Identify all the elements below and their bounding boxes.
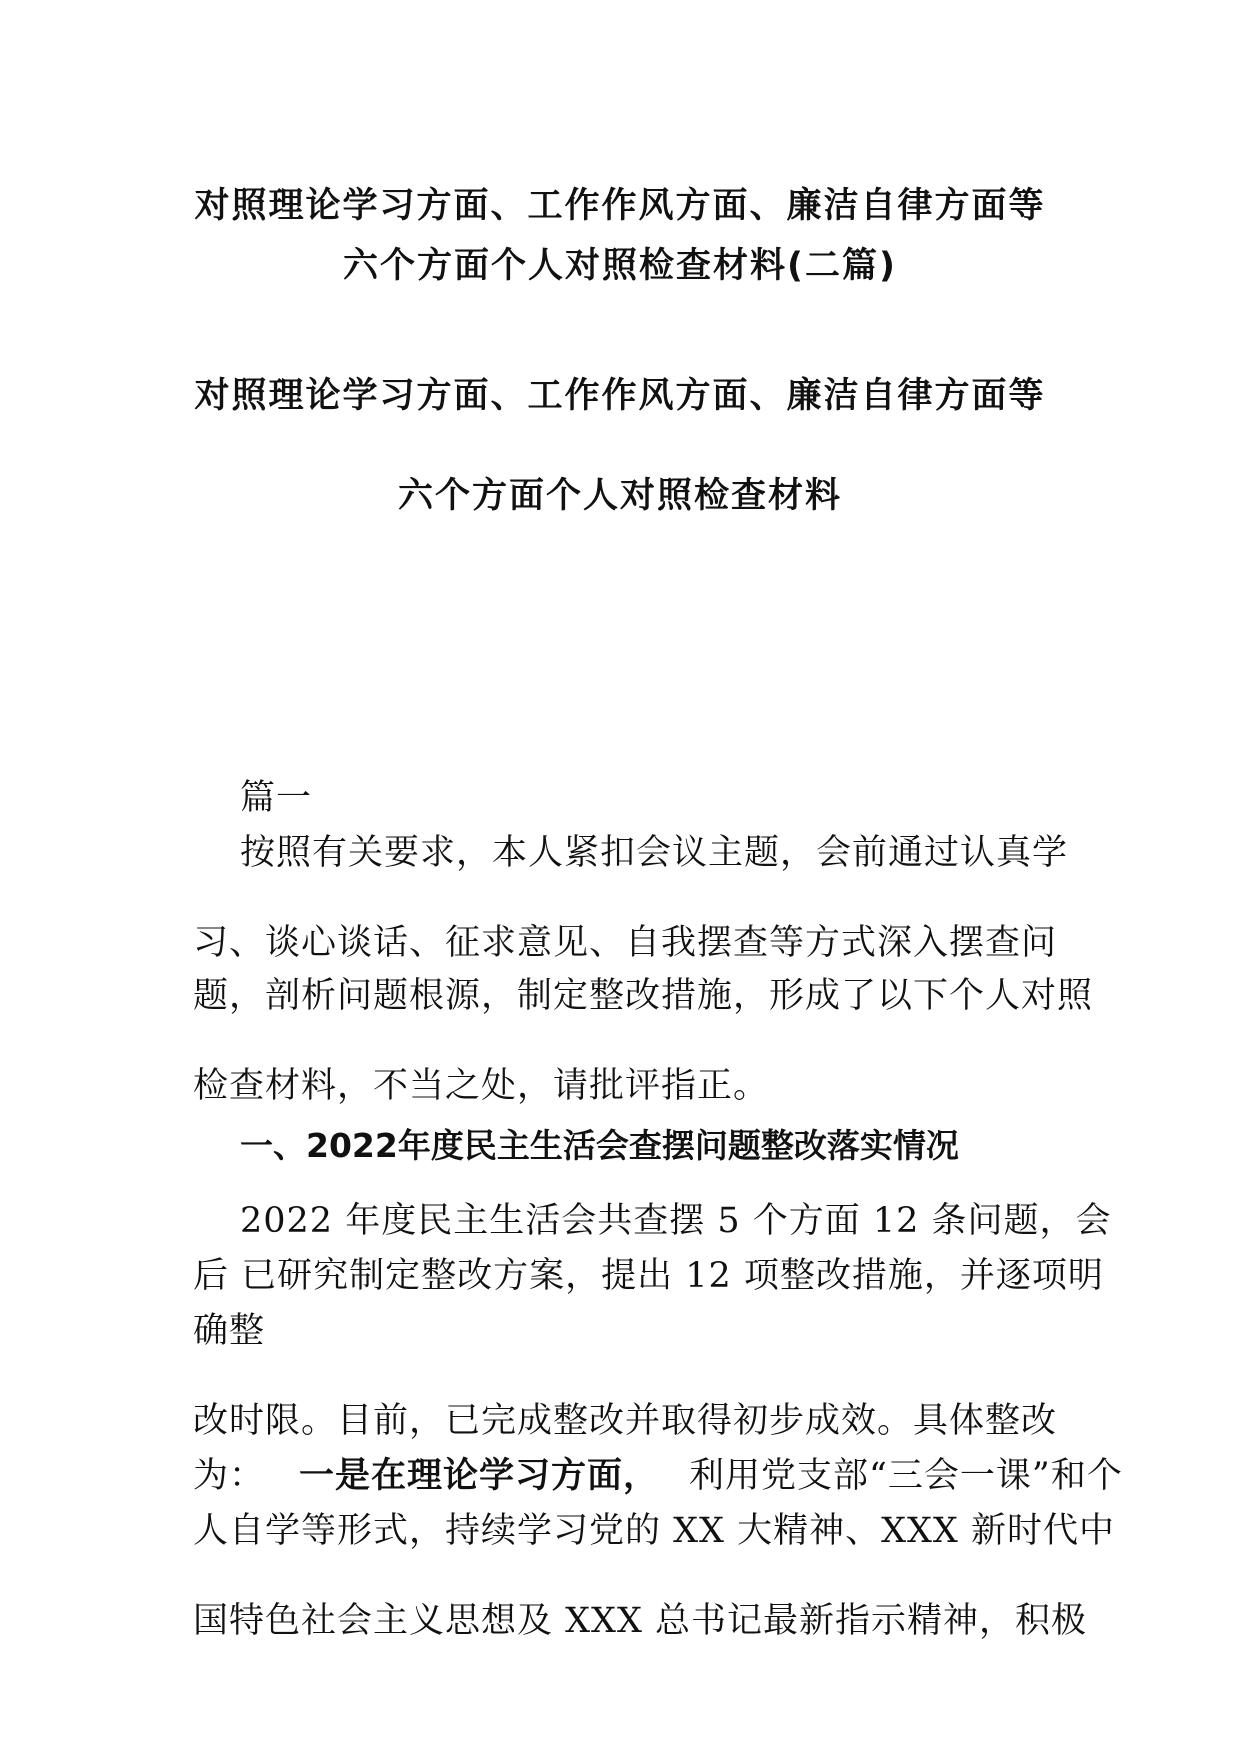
mixed-line-suffix: 利用党支部“三会一课”和个: [689, 1456, 1123, 1496]
mixed-line: [193, 1448, 1123, 1498]
doc-title-line-1: 对照理论学习方面、工作作风方面、廉洁自律方面等: [194, 186, 1046, 226]
para-line-2: 后 已研究制定整改方案，提出 12 项整改措施，并逐项明: [193, 1256, 1104, 1296]
section-label: 篇一: [240, 778, 313, 818]
tail-line-2: 国特色社会主义思想及 XXX 总书记最新指示精神，积极: [193, 1601, 1088, 1641]
doc-subtitle-line-1: 对照理论学习方面、工作作风方面、廉洁自律方面等: [194, 376, 1046, 416]
mixed-line-prefix: 为：: [193, 1456, 266, 1496]
intro-line-2: 习、谈心谈话、征求意见、自我摆查等方式深入摆查问: [193, 923, 1058, 963]
para-line-3: 确整: [193, 1311, 266, 1351]
section-heading-1: 一、2022年度民主生活会查摆问题整改落实情况: [240, 1126, 959, 1165]
doc-subtitle-line-2: 六个方面个人对照检查材料: [397, 476, 842, 516]
intro-line-3: 题，剖析问题根源，制定整改措施，形成了以下个人对照: [193, 976, 1094, 1016]
doc-title-line-2: 六个方面个人对照检查材料(二篇): [343, 246, 897, 286]
tail-line-1: 人自学等形式，持续学习党的 XX 大精神、XXX 新时代中: [193, 1511, 1115, 1551]
mixed-line-bold: 一是在理论学习方面，: [299, 1456, 660, 1496]
para-line-1: 2022 年度民主生活会共查摆 5 个方面 12 条问题，会: [240, 1201, 1112, 1241]
para-line-4: 改时限。目前，已完成整改并取得初步成效。具体整改: [193, 1401, 1058, 1441]
intro-line-1: 按照有关要求，本人紧扣会议主题，会前通过认真学: [240, 833, 1069, 873]
intro-line-4: 检查材料，不当之处，请批评指正。: [193, 1066, 770, 1106]
